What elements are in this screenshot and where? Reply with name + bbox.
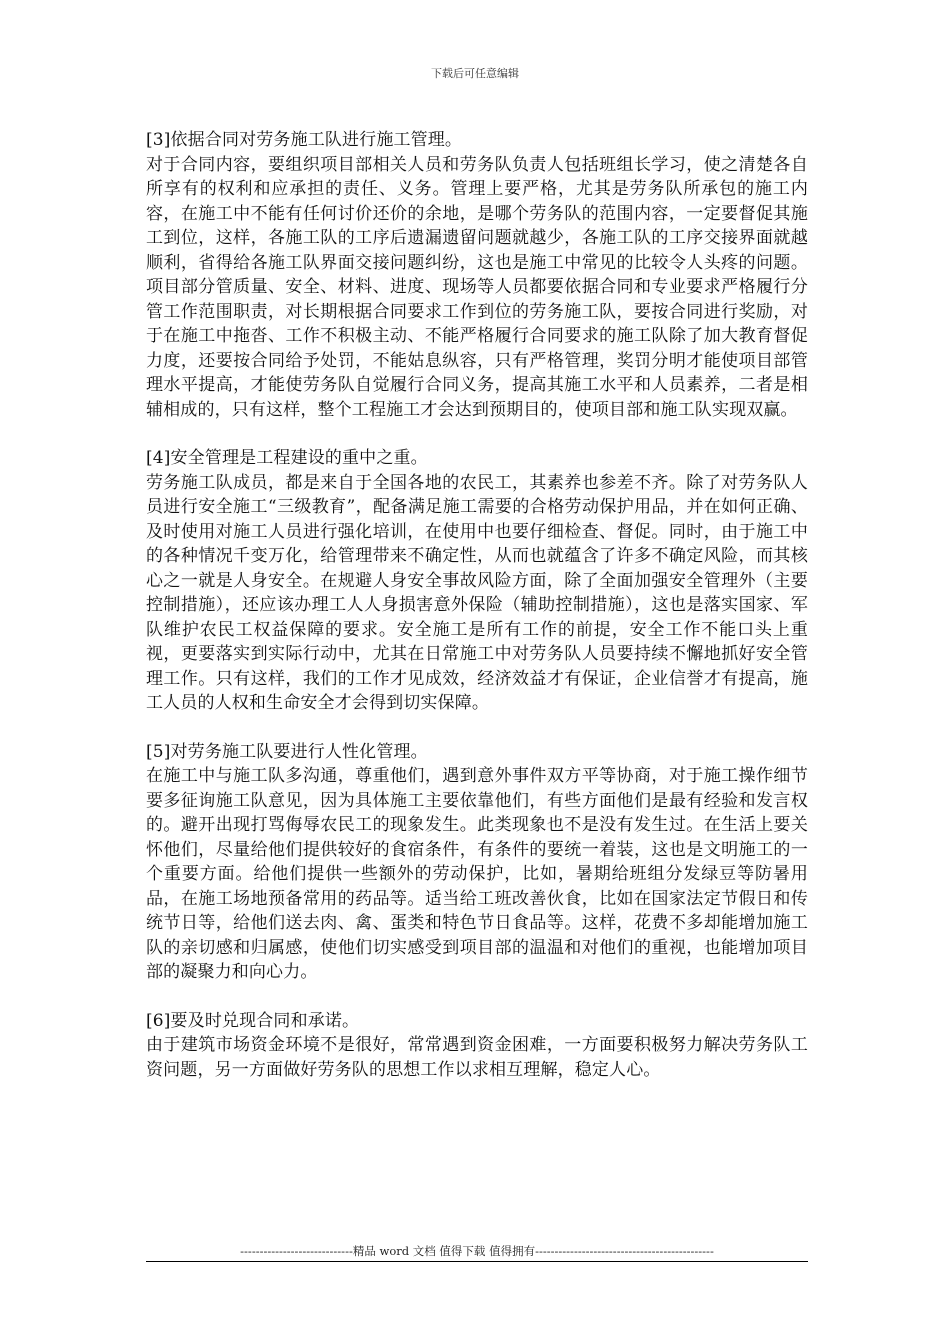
section-3 — [146, 128, 808, 422]
section-4 — [146, 446, 808, 716]
document-body — [146, 128, 808, 1106]
section-paragraph: 劳务施工队成员，都是来自于全国各地的农民工，其素养也参差不齐。除了对劳务队人员进行安全施工“三级教育”，配备满足施工需要的合格劳动保护用品，并在如何正确、及时使用对施工人员进行强化培训，在使用中也要仔细检查、督促。同时，由于施工中的各种情况千变万化，给管理带来不确定性，从而也就蕴含了许多不确定风险，而其核心之一就是人身安全。在规避人身安全事故风险方面，除了全面加强安全管理外（主要控制措施），还应该办理工人人身损害意外保险（辅助控制措施），这也是落实国家、军队维护农民工权益保障的要求。安全施工是所有工作的前提，安全工作不能口头上重视，更要落实到实际行动中，尤其在日常施工中对劳务队人员要持续不懈地抓好安全管理工作。只有这样，我们的工作才见成效，经济效益才有保证，企业信誉才有提高，施工人员的人权和生命安全才会得到切实保障。 — [146, 472, 808, 713]
section-title: [4]安全管理是工程建设的重中之重。 — [146, 448, 428, 468]
section-5 — [146, 740, 808, 985]
section-6 — [146, 1009, 808, 1083]
section-title: [5]对劳务施工队要进行人性化管理。 — [146, 741, 428, 762]
section-paragraph: 由于建筑市场资金环境不是很好，常常遇到资金困难，一方面要积极努力解决劳务队工资问题，另一方面做好劳务队的思想工作以求相互理解，稳定人心。 — [146, 1035, 808, 1080]
section-paragraph: 在施工中与施工队多沟通，尊重他们，遇到意外事件双方平等协商，对于施工操作细节要多征询施工队意见，因为具体施工主要依靠他们，有些方面他们是最有经验和发言权的。避开出现打骂侮辱农民工的现象发生。此类现象也不是没有发生过。在生活上要关怀他们，尽量给他们提供较好的食宿条件，有条件的要统一着装，这也是文明施工的一个重要方面。给他们提供一些额外的劳动保护，比如，暑期给班组分发绿豆等防暑用品，在施工场地预备常用的药品等。适当给工班改善伙食，比如在国家法定节假日和传统节日等，给他们送去肉、禽、蛋类和特色节日食品等。这样，花费不多却能增加施工队的亲切感和归属感，使他们切实感受到项目部的温温和对他们的重视，也能增加项目部的凝聚力和向心力。 — [146, 766, 808, 982]
section-title: [3]依据合同对劳务施工队进行施工管理。 — [146, 130, 463, 150]
section-paragraph: 对于合同内容，要组织项目部相关人员和劳务队负责人包括班组长学习，使之清楚各自所享有的权利和应承担的责任、义务。管理上要严格，尤其是劳务队所承包的施工内容，在施工中不能有任何讨价还价的余地，是哪个劳务队的范围内容，一定要督促其施工到位，这样，各施工队的工序后遗漏遗留问题就越少，各施工队的工序交接界面就越顺利，省得给各施工队界面交接问题纠纷，这也是施工中常见的比较令人头疼的问题。项目部分管质量、安全、材料、进度、现场等人员都要依据合同和专业要求严格履行分管工作范围职责，对长期根据合同要求工作到位的劳务施工队，要按合同进行奖励，对于在施工中拖沓、工作不积极主动、不能严格履行合同要求的施工队除了加大教育督促力度，还要按合同给予处罚，不能姑息纵容，只有严格管理，奖罚分明才能使项目部管理水平提高，才能使劳务队自觉履行合同义务，提高其施工水平和人员素养，二者是相辅相成的，只有这样，整个工程施工才会达到预期目的，使项目部和施工队实现双赢。 — [146, 154, 808, 420]
page-footer: -----------------------------精品 word 文档 值得下载 值得拥有---------------------------------------------- — [240, 1244, 714, 1258]
page-header: 下载后可任意编辑 — [431, 67, 519, 80]
section-title: [6]要及时兑现合同和承诺。 — [146, 1010, 360, 1031]
footer-divider — [146, 1261, 808, 1262]
